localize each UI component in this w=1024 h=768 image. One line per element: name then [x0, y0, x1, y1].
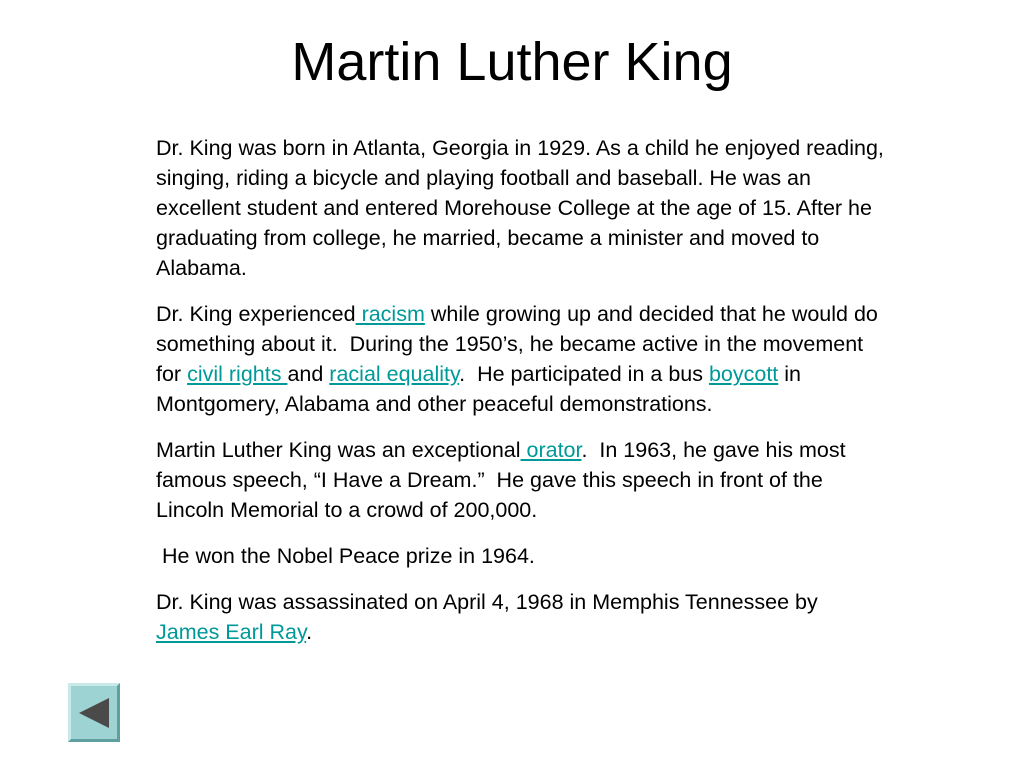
- paragraph-text: . He participated in a bus: [459, 362, 709, 386]
- paragraph-civil-rights: [156, 299, 886, 419]
- paragraph-text: . In 1963, he gave his most famous speech, “I Have a Dream.” He gave this speech in front of the Lincoln Memorial to a crowd of 200,000.: [156, 438, 852, 522]
- paragraph-text: while growing up and decided that he would do something about it. During the 1950’s, he became active in the movement for: [156, 302, 884, 386]
- left-triangle-icon: [77, 695, 111, 731]
- paragraph-text: and: [287, 362, 330, 386]
- paragraph-text: .: [306, 620, 313, 644]
- link-racism[interactable]: racism: [355, 302, 425, 326]
- paragraph-nobel: [156, 541, 886, 571]
- link-orator[interactable]: orator: [520, 438, 582, 462]
- paragraph-birth: [156, 133, 890, 283]
- link-civil-rights[interactable]: civil rights: [187, 362, 288, 386]
- slide-body: [156, 133, 890, 663]
- link-boycott[interactable]: boycott: [708, 362, 779, 386]
- link-james-earl-ray[interactable]: James Earl Ray: [156, 620, 307, 644]
- paragraph-text: Dr. King was assassinated on April 4, 1968 in Memphis Tennessee by: [156, 590, 830, 614]
- paragraph-birth-text: Dr. King was born in Atlanta, Georgia in 1929. As a child he enjoyed reading, singing, riding a bicycle and playing football and baseball. He was an excellent student and entered Morehouse College at the age of 15. After he graduating from college, he married, became a minister and moved to Alabama.: [156, 136, 890, 280]
- paragraph-assassination: [156, 587, 886, 647]
- paragraph-text: Dr. King experienced: [156, 302, 356, 326]
- paragraph-speech: [156, 435, 886, 525]
- paragraph-nobel-text: He won the Nobel Peace prize in 1964.: [156, 544, 535, 568]
- link-racial-equality[interactable]: racial equality: [329, 362, 460, 386]
- paragraph-text: Martin Luther King was an exceptional: [156, 438, 521, 462]
- back-button[interactable]: [68, 683, 120, 742]
- paragraph-text: in Montgomery, Alabama and other peaceful demonstrations.: [156, 362, 807, 416]
- slide-title: Martin Luther King: [291, 32, 733, 92]
